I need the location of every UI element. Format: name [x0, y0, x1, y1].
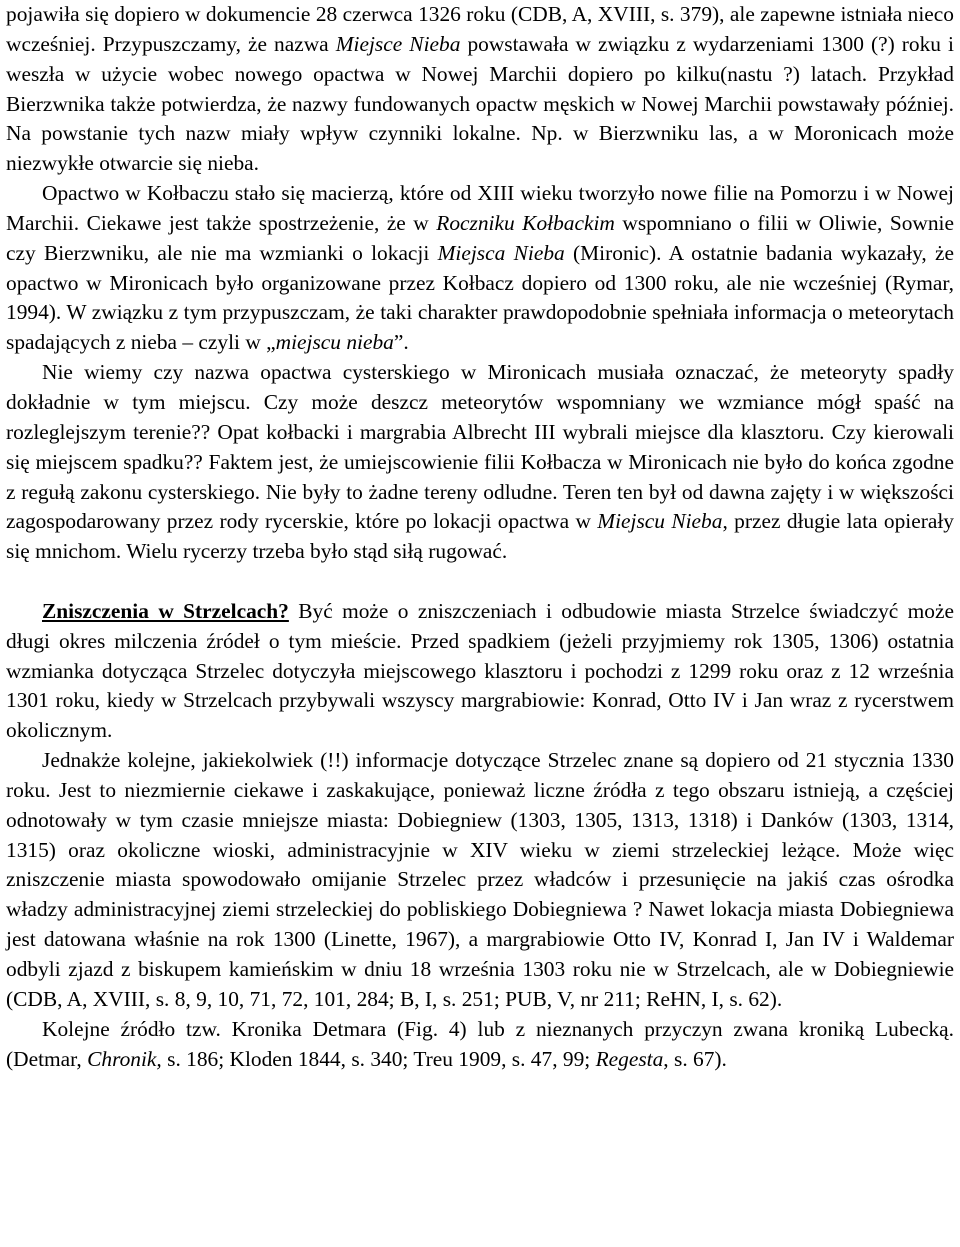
text-segment: wspomniano o filii w Oliwie, Sownie czy Bierzwniku, ale nie ma wzmianki o lokacji — [6, 210, 954, 265]
text-segment: Nie wiemy czy nazwa opactwa cysterskiego w Mironicach musiała oznaczać, że meteoryty spadły dokładnie w tym miejscu. Czy może deszcz meteorytów wspomniany we wzmiance mógł spaść na rozleglejszym terenie?? Opat kołbacki i margrabia Albrecht III wybrali miejsce dla klasztoru. Czy kierowali się miejscem spadku?? Faktem jest, że umiejscowienie filii Kołbacza w Mironicach nie było do końca zgodne z regułą zakonu cysterskiego. Nie były to żadne tereny odludne. Teren ten był od dawna zajęty i w większości zagospodarowany przez rody rycerskie, które po lokacji opactwa w — [6, 360, 954, 534]
text-segment: Kolejne źródło tzw. Kronika Detmara (Fig. 4) lub z nieznanych przyczyn zwana kroniką Lubecką. (Detmar, — [6, 1016, 954, 1071]
paragraph-2 — [6, 179, 954, 358]
text-segment: Jednakże kolejne, jakiekolwiek (!!) informacje dotyczące Strzelec znane są dopiero od 21 stycznia 1330 roku. Jest to niezmiernie ciekawe i zaskakujące, ponieważ liczne źródła z tego obszaru istnieją, a częściej odnotowały w tym czasie mniejsze miasta: Dobiegniew (1303, 1305, 1313, 1318) i Danków (1303, 1314, 1315) oraz okoliczne wioski, administracyjnie w XIV wieku w ziemi strzeleckiej leżące. Może więc zniszczenie miasta spowodowało omijanie Strzelec przez władców i przesunięcie na jakiś czas ośrodka władzy administracyjnej ziemi strzeleckiej do pobliskiego Dobiegniewa ? Nawet lokacja miasta Dobiegniewa jest datowana właśnie na rok 1300 (Linette, 1967), a margrabiowie Otto IV, Konrad I, Jan IV i Waldemar odbyli zjazd z biskupem kamieńskim w dniu 18 września 1303 roku nie w Strzelcach, ale w Dobiegniewie (CDB, A, XVIII, s. 8, 9, 10, 71, 72, 101, 284; B, I, s. 251; PUB, V, nr 211; ReHN, I, s. 62). — [6, 748, 954, 1011]
text-segment-italic: Miejsca Nieba — [437, 240, 565, 265]
text-segment: Opactwo w Kołbaczu stało się macierzą, które od XIII wieku tworzyło nowe filie na Pomorzu i w Nowej Marchii. Ciekawe jest także spostrzeżenie, że w — [6, 181, 954, 235]
document-page — [6, 0, 954, 1074]
section-heading: Zniszczenia w Strzelcach? — [42, 598, 289, 623]
text-segment-italic: Miejsce Nieba — [335, 31, 461, 56]
text-segment: , przez długie lata opierały się mnichom. Wielu rycerzy trzeba było stąd siłą rugować. — [6, 509, 955, 564]
text-segment-italic: Chronik, — [87, 1046, 162, 1071]
text-segment: ”. — [393, 330, 409, 355]
paragraph-5 — [6, 746, 954, 1015]
text-segment-italic: Regesta — [595, 1046, 664, 1071]
text-segment: powstawała w związku z wydarzeniami 1300 (?) roku i weszła w użycie wobec nowego opactwa w Nowej Marchii dopiero po kilku(nastu ?) latach. Przykład Bierzwnika także potwierdza, że nazwy fundowanych opactw męskich w Nowej Marchii powstawały później. Na powstanie tych nazw miały wpływ czynniki lokalne. Np. w Bierzwniku las, a w Moronicach może niezwykłe otwarcie się nieba. — [6, 31, 954, 176]
text-segment: Być może o zniszczeniach i odbudowie miasta Strzelce świadczyć może długi okres milczenia źródeł o tym mieście. Przed spadkiem (jeżeli przyjmiemy rok 1305, 1306) ostatnia wzmianka dotycząca Strzelec dotyczyła miejscowego klasztoru i pochodzi z 1299 roku oraz z 12 września 1301 roku, kiedy w Strzelcach przybywali wszyscy margrabiowie: Konrad, Otto IV i Jan wraz z rycerstwem okolicznym. — [6, 598, 954, 743]
paragraph-1 — [6, 0, 954, 179]
paragraph-6 — [6, 1015, 954, 1075]
text-segment: s. 186; Kloden 1844, s. 340; Treu 1909, s. 47, 99; — [161, 1046, 596, 1071]
text-segment: (Mironic). A ostatnie badania wykazały, że opactwo w Mironicach było organizowane przez Kołbacz dopiero od 1300 roku, ale nie wcześniej (Rymar, 1994). W związku z tym przypuszczam, że taki charakter prawdopodobnie spełniała informacja o meteorytach spadających z nieba – czyli w „ — [6, 240, 955, 355]
text-segment-italic: Roczniku Kołbackim — [436, 210, 615, 235]
text-segment-italic: Miejscu Nieba — [597, 509, 723, 534]
text-segment: pojawiła się dopiero w dokumencie 28 czerwca 1326 roku (CDB, A, XVIII, s. 379), ale zapewne istniała nieco wcześniej. Przypuszczamy, że nazwa — [6, 2, 954, 56]
text-segment: , s. 67). — [663, 1046, 727, 1071]
paragraph-4 — [6, 597, 954, 746]
paragraph-3 — [6, 358, 954, 567]
text-segment-italic: miejscu nieba — [275, 330, 394, 355]
